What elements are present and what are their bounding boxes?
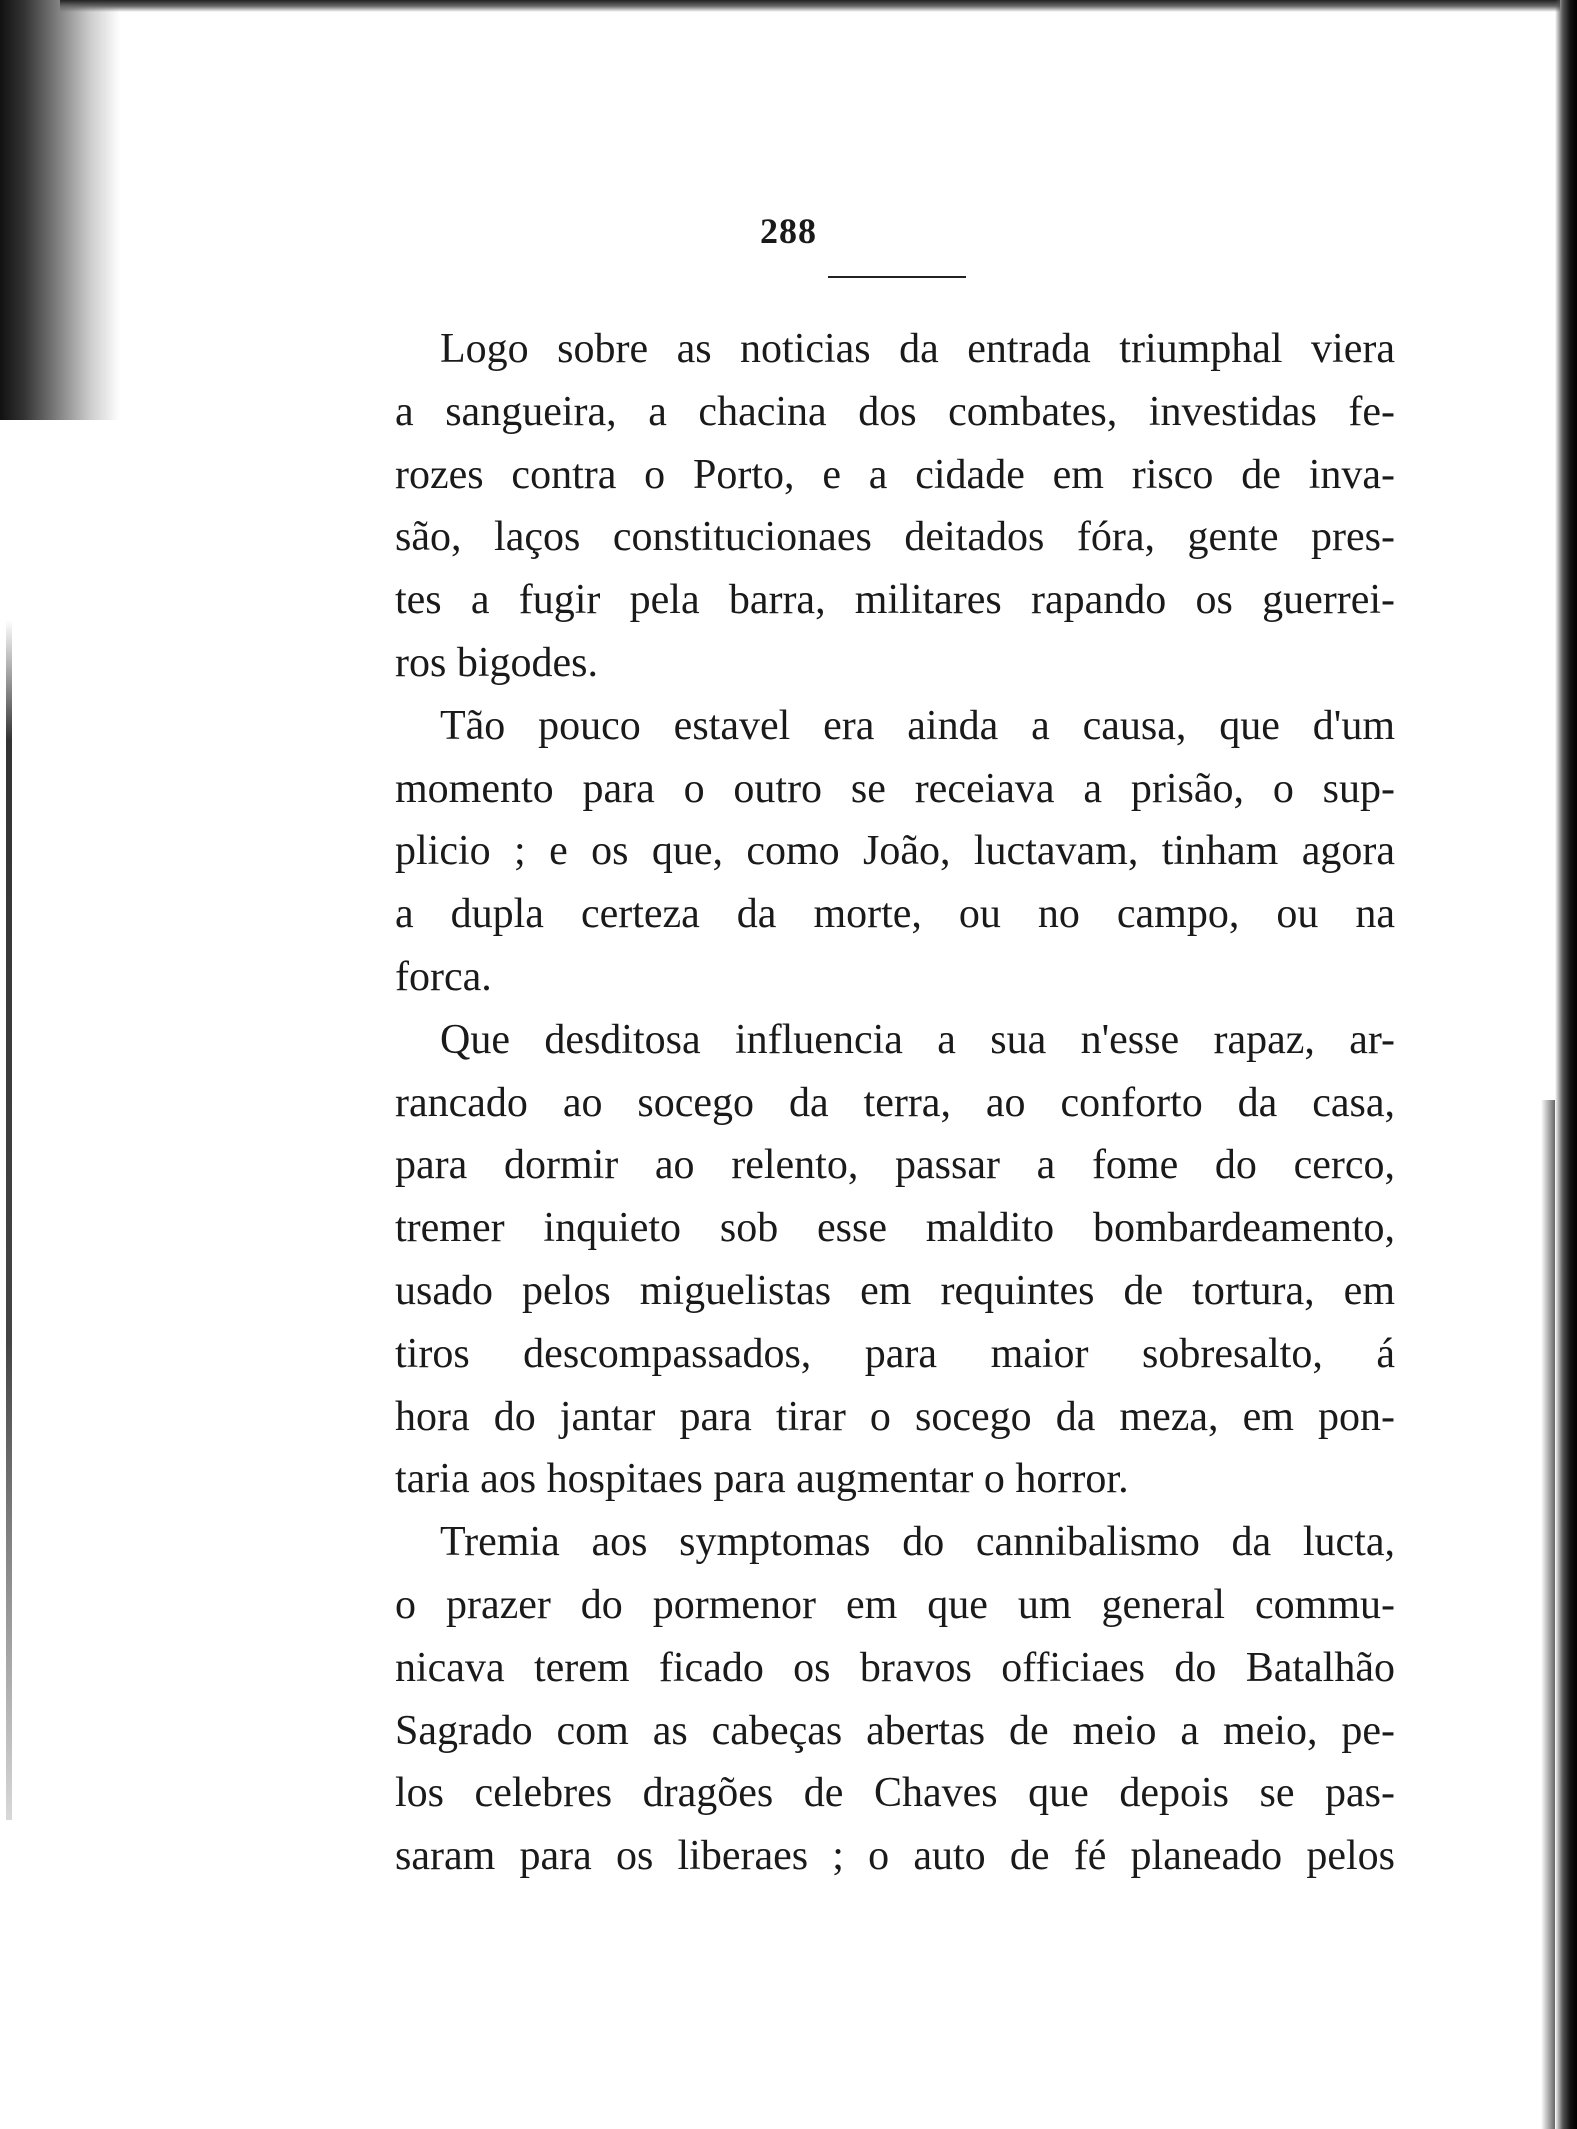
text-line: rozes contra o Porto, e a cidade em risco de inva- [395, 451, 1395, 498]
body-text [395, 318, 1395, 1888]
header-rule [828, 276, 966, 278]
text-line: plicio ; e os que, como João, luctavam, tinham agora [395, 828, 1395, 875]
text-line: rancado ao socego da terra, ao conforto da casa, [395, 1079, 1395, 1126]
text-line: a sangueira, a chacina dos combates, investidas fe- [395, 388, 1395, 435]
text-line: Tão pouco estavel era ainda a causa, que d'um [440, 702, 1395, 749]
text-line: hora do jantar para tirar o socego da meza, em pon- [395, 1393, 1395, 1440]
text-line: los celebres dragões de Chaves que depois se pas- [395, 1770, 1395, 1817]
text-line: forca. [395, 953, 492, 1000]
page-edge-top [60, 0, 1560, 12]
text-line: usado pelos miguelistas em requintes de tortura, em [395, 1267, 1395, 1314]
page-edge-right-shadow [1541, 1100, 1555, 2129]
text-line: o prazer do pormenor em que um general commu- [395, 1581, 1395, 1628]
page-edge-right [1555, 0, 1577, 2129]
binding-edge-left [6, 620, 12, 1820]
text-line: Logo sobre as noticias da entrada triumphal viera [440, 326, 1395, 372]
text-line: tiros descompassados, para maior sobresalto, á [395, 1330, 1395, 1377]
text-line: Tremia aos symptomas do cannibalismo da lucta, [440, 1519, 1395, 1566]
text-line: são, laços constitucionaes deitados fóra, gente pres- [395, 514, 1395, 561]
page-number: 288 [760, 211, 817, 251]
text-line: nicava terem ficado os bravos officiaes do Batalhão [395, 1644, 1395, 1691]
text-line: ros bigodes. [395, 639, 598, 686]
text-line: tremer inquieto sob esse maldito bombardeamento, [395, 1205, 1395, 1252]
text-line: saram para os liberaes ; o auto de fé planeado pelos [395, 1833, 1395, 1880]
text-line: a dupla certeza da morte, ou no campo, ou na [395, 891, 1395, 938]
text-line: momento para o outro se receiava a prisão, o sup- [395, 765, 1395, 812]
text-line: Sagrado com as cabeças abertas de meio a meio, pe- [395, 1707, 1395, 1754]
text-line: tes a fugir pela barra, militares rapando os guerrei- [395, 577, 1395, 624]
text-line: taria aos hospitaes para augmentar o horror. [395, 1456, 1129, 1503]
text-line: para dormir ao relento, passar a fome do cerco, [395, 1142, 1395, 1189]
text-line: Que desditosa influencia a sua n'esse rapaz, ar- [440, 1016, 1395, 1063]
